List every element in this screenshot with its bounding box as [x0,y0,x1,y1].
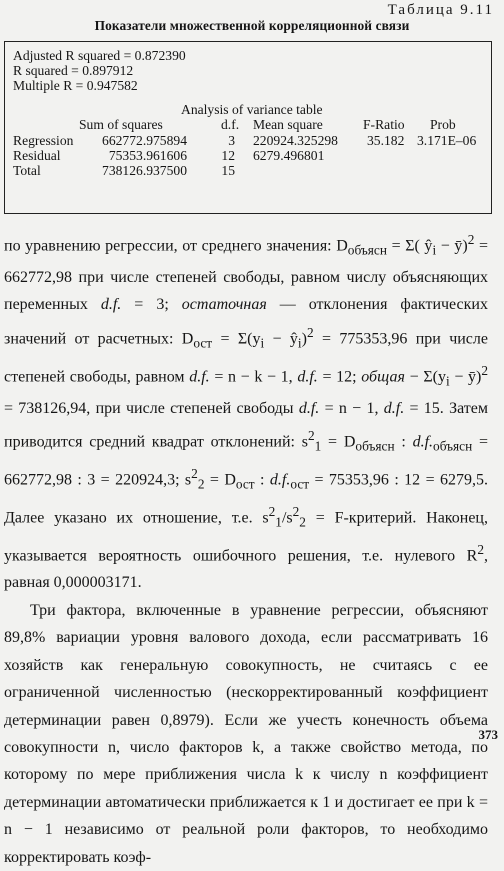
multiple-r: Multiple R = 0.947582 [13,78,138,93]
cell-sum-sq: 662772.975894 [102,133,187,148]
cell-f-ratio: 35.182 [367,133,405,148]
col-header-df: d.f. [221,117,240,132]
col-header-mean-square: Mean square [253,117,323,132]
paragraph-1: по уравнению регрессии, от среднего значения: $D_{объясн} = \Sigma$( $ŷ_i$ − ȳ)$^2$ = 662772,98 при числе степеней свободы, равном числу объясняющих переменных d.f. = 3; остаточная — отклонения фактических значений от расчетных: $D_{ост} = \Sigma(y_i$ − $ŷ_i)^2 = 775353,96$ при числе степеней свободы, равном d.f. = n − k − 1, d.f. = 12; общая − $\Sigma(y_i$ − ȳ)$^2$ = 738126,94, при числе степеней свободы d.f. = n − 1, d.f. = 15. Затем приводится средний квадрат отклонений: $s^2_1 = D_{объясн}$ : $d.f._{объясн} = 662772,98$ : 3 = 220924,3; $s^2_2 = D_{ост}$ : $d.f._{ост} = 75353,96$ : 12 = 6279,5. Далее указано их отношение, т.е. $s^2_1/s^2_2$ = F-критерий. Наконец, указывается вероятность ошибочного решения, т.е. нулевого $R^2$, равная 0,000003171. [4,232,489,592]
row-label-regression: Regression [13,133,74,148]
cell-df: 3 [228,133,235,148]
cell-sum-sq: 738126.937500 [102,163,187,178]
regression-output-box [4,41,492,214]
table-title: Показатели множественной корреляционной связи [94,18,410,33]
col-header-sum-of-squares: Sum of squares [79,117,163,132]
anova-caption: Analysis of variance table [181,102,323,117]
cell-sum-sq: 75353.961606 [108,148,187,163]
cell-prob: 3.171E–06 [417,133,477,148]
adjusted-r-squared: Adjusted R squared = 0.872390 [13,48,186,63]
cell-df: 15 [221,163,235,178]
col-header-f-ratio: F-Ratio [363,117,405,132]
col-header-prob: Prob [430,117,456,132]
cell-mean-sq: 220924.325298 [253,133,338,148]
body-text [4,226,488,871]
cell-df: 12 [221,148,235,163]
cell-mean-sq: 6279.496801 [253,148,325,163]
r-squared: R squared = 0.897912 [13,63,134,78]
row-label-residual: Residual [13,148,61,163]
page-number: 373 [478,727,498,742]
table-number: Таблица 9.11 [387,2,494,18]
row-label-total: Total [13,163,41,178]
paragraph-2: Три фактора, включенные в уравнение регрессии, объясняют 89,8% вариации уровня валового дохода, если рассматривать 16 хозяйств как генеральную совокупность, не считаясь с ее ограниченной численностью (нескорректированный коэффициент детерминации равен 0,8979). Если же учесть конечность объема совокупности n, число факторов k, а также свойство метода, по которому по мере приближения числа k к числу n коэффициент детерминации автоматически приближается к 1 и достигает ее при k = n − 1 независимо от реальной роли факторов, то необходимо корректировать коэф- [4,601,488,866]
